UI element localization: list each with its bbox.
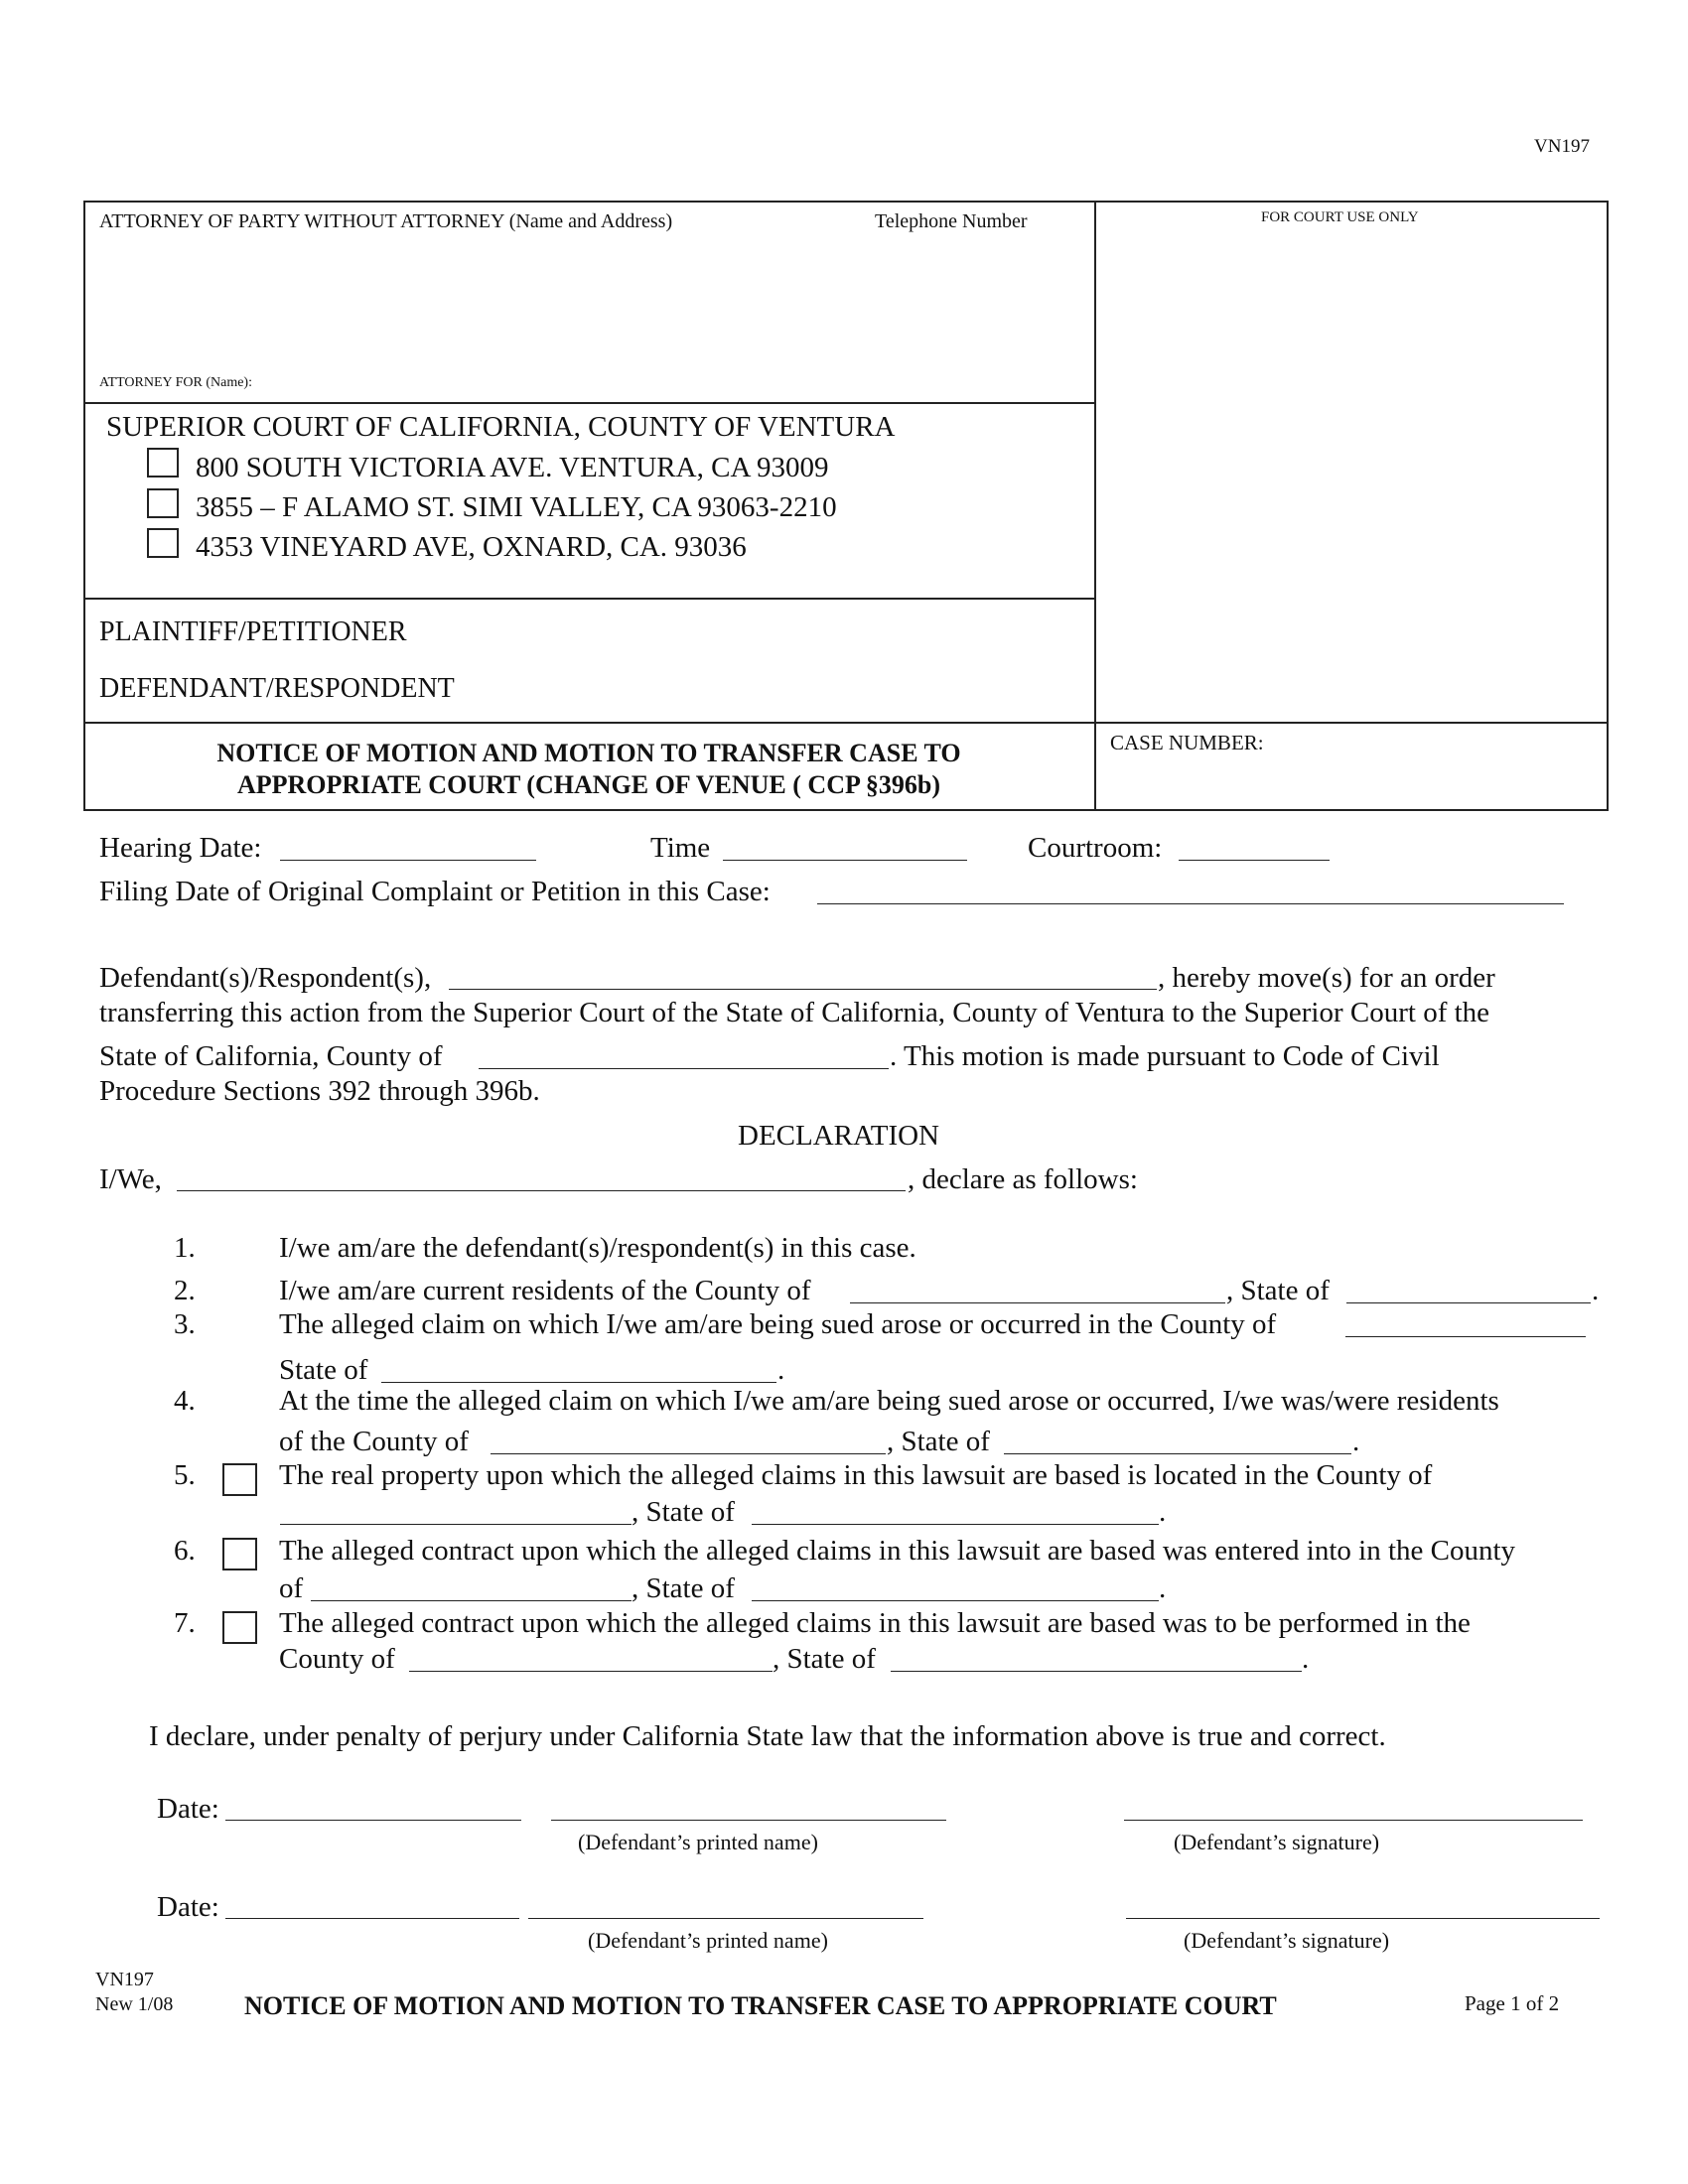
item-4-text: At the time the alleged claim on which I/we am/are being sued arose or occurred, I/we was/were residents <box>279 1385 1499 1417</box>
form-code-top: VN197 <box>1534 136 1590 157</box>
item-number: 3. <box>174 1308 196 1340</box>
penalty-statement: I declare, under penalty of perjury under California State law that the information above is true and correct. <box>149 1720 1386 1752</box>
filing-date-label: Filing Date of Original Complaint or Petition in this Case: <box>99 876 771 907</box>
location-checkbox-ventura[interactable] <box>147 448 179 478</box>
item-number: 5. <box>174 1459 196 1491</box>
plaintiff-label: PLAINTIFF/PETITIONER <box>99 616 407 647</box>
location-oxnard: 4353 VINEYARD AVE, OXNARD, CA. 93036 <box>196 531 747 563</box>
court-title: SUPERIOR COURT OF CALIFORNIA, COUNTY OF VENTURA <box>106 411 896 443</box>
courtroom-field[interactable] <box>1179 860 1330 861</box>
item-6-period: . <box>1159 1572 1167 1604</box>
item-5-state-label: , State of <box>632 1496 735 1528</box>
item-number: 7. <box>174 1607 196 1639</box>
time-label: Time <box>650 832 711 864</box>
motion-line2: transferring this action from the Superior Court of the State of California, County of Ventura to the Superior Court of the <box>99 997 1490 1028</box>
item-6-county-field[interactable] <box>311 1600 632 1601</box>
item-7-state-label: , State of <box>773 1643 876 1675</box>
item-2-state-field[interactable] <box>1346 1302 1591 1303</box>
item-6-state-field[interactable] <box>752 1600 1159 1601</box>
item-7-county-label: County of <box>279 1643 395 1675</box>
item-2-text: I/we am/are current residents of the County of <box>279 1275 811 1306</box>
item-7-state-field[interactable] <box>891 1671 1302 1672</box>
courtroom-label: Courtroom: <box>1028 832 1163 864</box>
item-number: 1. <box>174 1232 196 1264</box>
declaration-heading: DECLARATION <box>738 1120 939 1152</box>
printed-name-caption: (Defendant’s printed name) <box>588 1928 828 1953</box>
rule-1 <box>83 402 1094 404</box>
item-6-text: The alleged contract upon which the alleged claims in this lawsuit are based was entered into in the County <box>279 1535 1516 1567</box>
signature-caption: (Defendant’s signature) <box>1174 1830 1380 1854</box>
item-6-of-label: of <box>279 1572 304 1604</box>
item-3-county-field[interactable] <box>1345 1336 1586 1337</box>
item-7-text: The alleged contract upon which the alleged claims in this lawsuit are based was to be performed in the <box>279 1607 1471 1639</box>
location-ventura: 800 SOUTH VICTORIA AVE. VENTURA, CA 93009 <box>196 452 829 483</box>
item-1-text: I/we am/are the defendant(s)/respondent(s) in this case. <box>279 1232 916 1264</box>
defendant-label: DEFENDANT/RESPONDENT <box>99 673 455 704</box>
location-checkbox-simi-valley[interactable] <box>147 488 179 518</box>
move-text: , hereby move(s) for an order <box>1158 962 1495 994</box>
signature-caption: (Defendant’s signature) <box>1184 1928 1390 1953</box>
footer-page: Page 1 of 2 <box>1465 1991 1560 2015</box>
item-4-county-label: of the County of <box>279 1426 469 1457</box>
item-number: 4. <box>174 1385 196 1417</box>
caption-divider <box>1094 201 1096 811</box>
item-number: 2. <box>174 1275 196 1306</box>
date-label: Date: <box>157 1793 219 1825</box>
attorney-for-label: ATTORNEY FOR (Name): <box>99 375 252 390</box>
item-4-period: . <box>1352 1426 1360 1457</box>
declarant-name-field[interactable] <box>177 1190 906 1191</box>
item-3-state-label: State of <box>279 1354 368 1386</box>
form-title-line2: APPROPRIATE COURT (CHANGE OF VENUE ( CCP §396b) <box>236 770 941 799</box>
filing-date-field[interactable] <box>817 903 1564 904</box>
printed-name-field-1[interactable] <box>551 1820 946 1821</box>
item-2-period: . <box>1592 1275 1600 1306</box>
item-5-state-field[interactable] <box>752 1524 1159 1525</box>
motion-line4: Procedure Sections 392 through 396b. <box>99 1075 540 1107</box>
location-simi-valley: 3855 – F ALAMO ST. SIMI VALLEY, CA 93063-2210 <box>196 491 837 523</box>
date-field-1[interactable] <box>225 1820 521 1821</box>
item-5-period: . <box>1159 1496 1167 1528</box>
item-6-checkbox[interactable] <box>222 1538 257 1570</box>
item-3-period: . <box>777 1354 785 1386</box>
item-2-state-label: , State of <box>1226 1275 1330 1306</box>
transfer-county-field[interactable] <box>479 1068 889 1069</box>
printed-name-caption: (Defendant’s printed name) <box>578 1830 818 1854</box>
footer-title: NOTICE OF MOTION AND MOTION TO TRANSFER CASE TO APPROPRIATE COURT <box>244 1991 1277 2020</box>
item-4-state-label: , State of <box>887 1426 990 1457</box>
telephone-label: Telephone Number <box>875 210 1028 232</box>
item-4-state-field[interactable] <box>1004 1453 1351 1454</box>
location-checkbox-oxnard[interactable] <box>147 528 179 558</box>
item-6-state-label: , State of <box>632 1572 735 1604</box>
item-5-county-field[interactable] <box>280 1524 632 1525</box>
attorney-label: ATTORNEY OF PARTY WITHOUT ATTORNEY (Name and Address) <box>99 210 673 232</box>
item-3-text: The alleged claim on which I/we am/are being sued arose or occurred in the County of <box>279 1308 1277 1340</box>
defendants-label: Defendant(s)/Respondent(s), <box>99 962 432 994</box>
printed-name-field-2[interactable] <box>528 1918 923 1919</box>
signature-field-1[interactable] <box>1124 1820 1583 1821</box>
court-use-label: FOR COURT USE ONLY <box>1261 209 1419 225</box>
item-3-state-field[interactable] <box>381 1382 776 1383</box>
case-number-label: CASE NUMBER: <box>1110 731 1264 754</box>
rule-2 <box>83 598 1094 600</box>
footer-form-code: VN197 <box>95 1969 154 1990</box>
item-2-county-field[interactable] <box>850 1302 1225 1303</box>
item-5-text: The real property upon which the alleged claims in this lawsuit are based is located in the County of <box>279 1459 1433 1491</box>
motion-line3b: . This motion is made pursuant to Code of Civil <box>890 1040 1440 1072</box>
item-7-checkbox[interactable] <box>222 1611 257 1644</box>
item-number: 6. <box>174 1535 196 1567</box>
hearing-date-field[interactable] <box>280 860 536 861</box>
date-label: Date: <box>157 1891 219 1923</box>
item-7-county-field[interactable] <box>409 1671 773 1672</box>
iwe-label: I/We, <box>99 1163 162 1195</box>
date-field-2[interactable] <box>225 1918 519 1919</box>
time-field[interactable] <box>723 860 967 861</box>
motion-line3a: State of California, County of <box>99 1040 443 1072</box>
signature-field-2[interactable] <box>1126 1918 1600 1919</box>
item-4-county-field[interactable] <box>491 1453 886 1454</box>
item-5-checkbox[interactable] <box>222 1463 257 1496</box>
declare-text: , declare as follows: <box>908 1163 1138 1195</box>
item-7-period: . <box>1302 1643 1310 1675</box>
form-title-line1: NOTICE OF MOTION AND MOTION TO TRANSFER CASE TO <box>216 739 961 767</box>
rule-3 <box>83 722 1609 724</box>
defendants-name-field[interactable] <box>449 989 1157 990</box>
hearing-date-label: Hearing Date: <box>99 832 262 864</box>
footer-revision: New 1/08 <box>95 1993 174 2015</box>
